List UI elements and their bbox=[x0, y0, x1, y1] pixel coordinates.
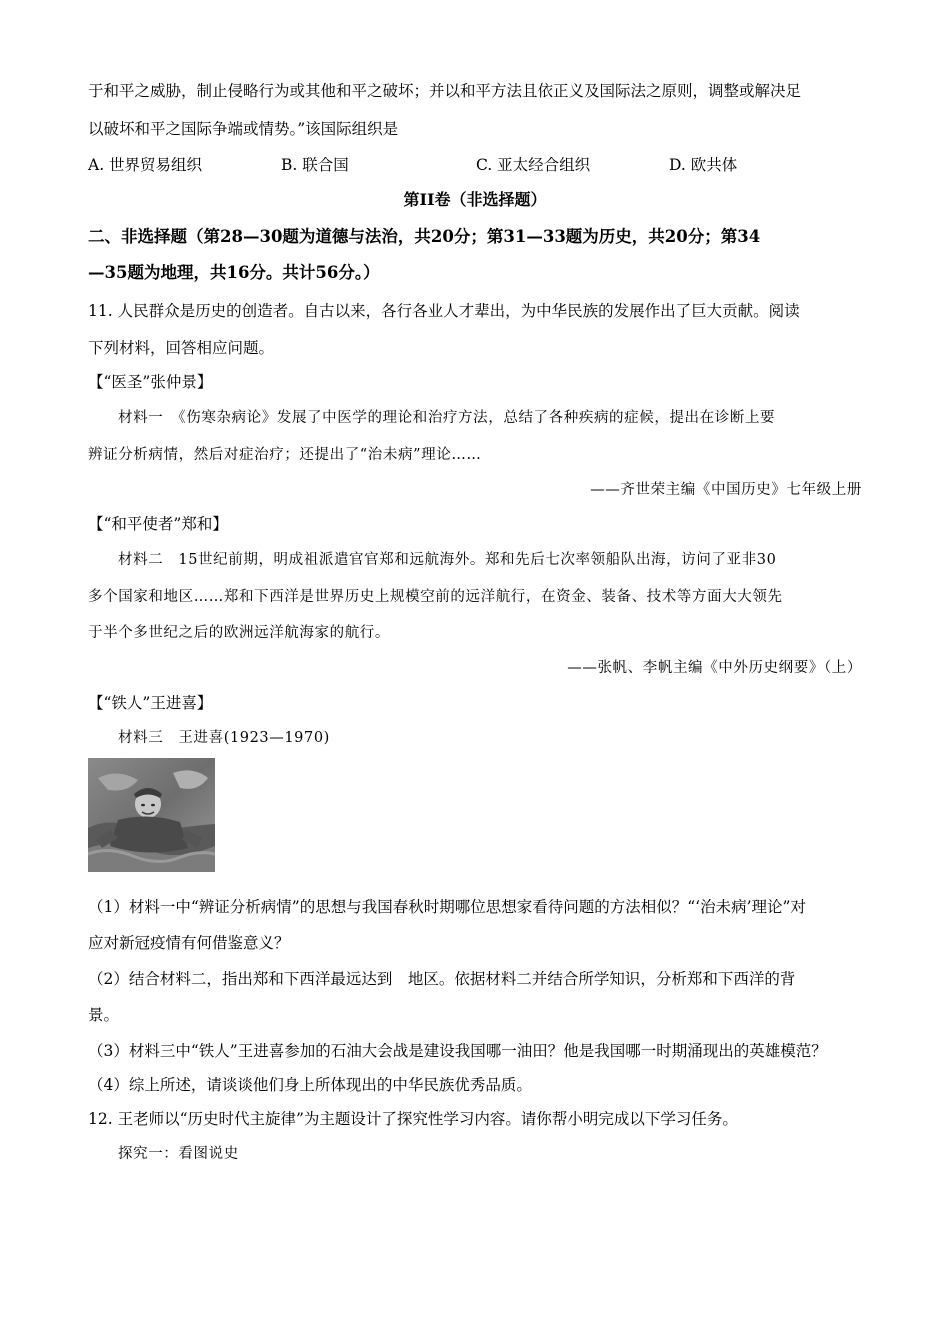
sub-question-3: （3）材料三中“铁人”王进喜参加的石油大会战是建设我国哪一油田？他是我国哪一时期涌现出的英雄模范？ bbox=[88, 1042, 827, 1060]
question-intro: 下列材料，回答相应问题。 bbox=[88, 339, 275, 357]
volume-title: 第II卷（非选择题） bbox=[403, 190, 547, 209]
material-two: 多个国家和地区……郑和下西洋是世界历史上规模空前的远洋航行，在资金、装备、技术等方面大大领先 bbox=[88, 589, 783, 605]
material-source: ——齐世荣主编《中国历史》七年级上册 bbox=[590, 482, 862, 498]
sub-question-4: （4）综上所述，请谈谈他们身上所体现出的中华民族优秀品质。 bbox=[88, 1076, 532, 1094]
sub-question-2: （2）结合材料二，指出郑和下西洋最远达到 地区。依据材料二并结合所学知识，分析郑和下西洋的背 bbox=[88, 970, 796, 988]
part-title: 【“和平使者”郑和】 bbox=[88, 515, 228, 533]
material-one: 材料一 《伤寒杂病论》发展了中医学的理论和治疗方法，总结了各种疾病的症候，提出在诊断上要 bbox=[118, 410, 776, 426]
option-d: D. 欧共体 bbox=[669, 156, 738, 174]
option-a: A. 世界贸易组织 bbox=[88, 156, 203, 174]
material-three: 材料三 王进喜(1923—1970) bbox=[118, 730, 330, 746]
question-intro: 11. 人民群众是历史的创造者。自古以来，各行各业人才辈出，为中华民族的发展作出了巨大贡献。阅读 bbox=[88, 302, 800, 320]
explore-title: 探究一：看图说史 bbox=[118, 1146, 239, 1162]
question-text-line: 以破坏和平之国际争端或情势。”该国际组织是 bbox=[88, 120, 399, 138]
section-heading: 二、非选择题（第28—30题为道德与法治，共20分；第31—33题为历史，共20分；第34 bbox=[88, 227, 761, 246]
material-source: ——张帆、李帆主编《中外历史纲要》（上） bbox=[567, 660, 862, 676]
question-intro: 12. 王老师以“历史时代主旋律”为主题设计了探究性学习内容。请你帮小明完成以下学习任务。 bbox=[88, 1110, 738, 1128]
part-title: 【“铁人”王进喜】 bbox=[88, 694, 213, 712]
sub-question-2: 景。 bbox=[88, 1006, 120, 1024]
part-title: 【“医圣”张仲景】 bbox=[88, 373, 213, 391]
wang-jinxi-photo bbox=[88, 758, 215, 872]
question-text-line: 于和平之威胁，制止侵略行为或其他和平之破坏；并以和平方法且依正义及国际法之原则，调整或解决足 bbox=[88, 82, 802, 100]
section-heading: —35题为地理，共16分。共计56分。） bbox=[88, 263, 380, 282]
sub-question-1: 应对新冠疫情有何借鉴意义？ bbox=[88, 934, 290, 952]
option-b: B. 联合国 bbox=[281, 156, 349, 174]
material-one: 辨证分析病情，然后对症治疗；还提出了“治未病”理论…… bbox=[88, 447, 482, 463]
sub-question-1: （1）材料一中“辨证分析病情”的思想与我国春秋时期哪位思想家看待问题的方法相似？“‘治未病’理论”对 bbox=[88, 898, 806, 916]
option-c: C. 亚太经合组织 bbox=[476, 156, 591, 174]
material-two: 于半个多世纪之后的欧洲远洋航海家的航行。 bbox=[88, 625, 390, 641]
material-two: 材料二 15世纪前期，明成祖派遣官官郑和远航海外。郑和先后七次率领船队出海，访问了亚非30 bbox=[118, 552, 777, 568]
